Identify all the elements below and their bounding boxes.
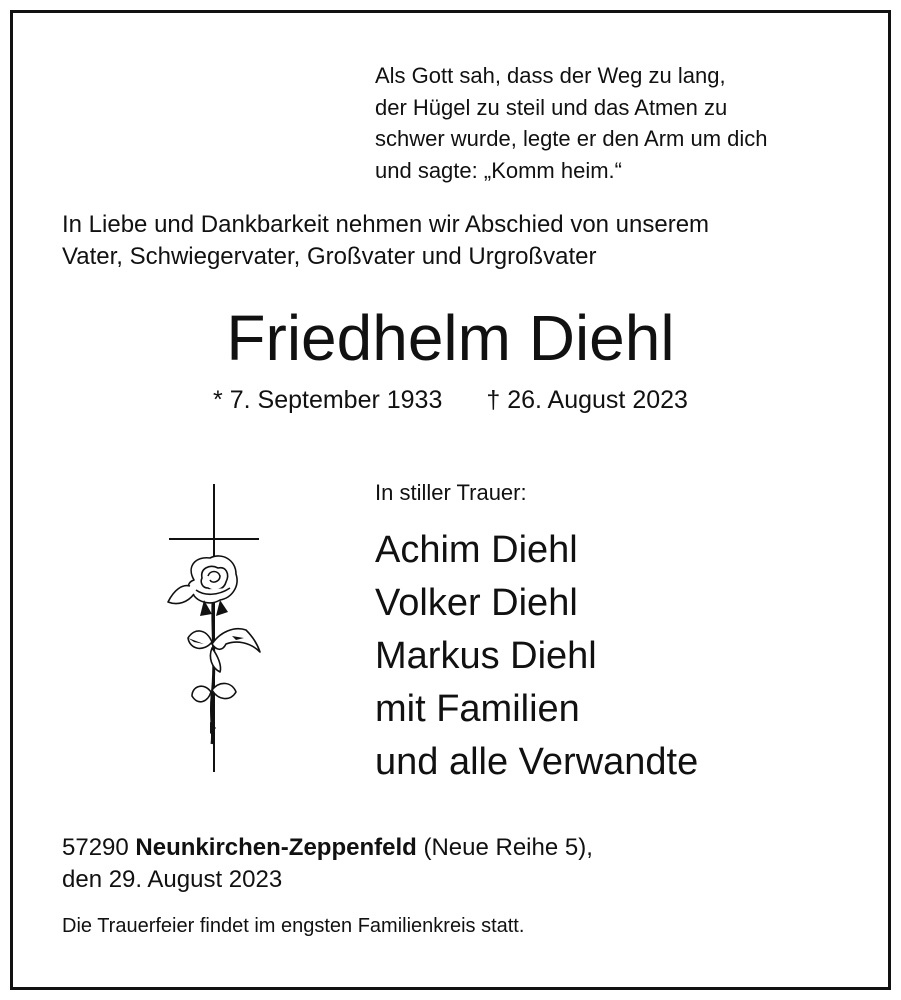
cross-with-rose-icon bbox=[160, 482, 270, 774]
mourner-name: Achim Diehl bbox=[375, 529, 578, 571]
town-name: Neunkirchen-Zeppenfeld bbox=[135, 834, 417, 861]
notice-date: den 29. August 2023 bbox=[62, 866, 283, 893]
life-dates bbox=[0, 384, 901, 416]
poem-line: schwer wurde, legte er den Arm um dich bbox=[375, 126, 768, 151]
address-block bbox=[62, 832, 593, 896]
address-line bbox=[62, 832, 593, 864]
mourner-name: Markus Diehl bbox=[375, 635, 597, 677]
poem-verse bbox=[375, 60, 855, 186]
poem-line: der Hügel zu steil und das Atmen zu bbox=[375, 94, 728, 120]
mourner-name: und alle Verwandte bbox=[375, 741, 699, 783]
street-address: (Neue Reihe 5), bbox=[423, 834, 593, 861]
farewell-intro bbox=[62, 209, 862, 273]
mourner-name: mit Familien bbox=[375, 688, 580, 730]
mourner-name: Volker Diehl bbox=[375, 582, 578, 624]
ceremony-note: Die Trauerfeier findet im engsten Familienkreis statt. bbox=[62, 915, 525, 937]
mourning-label: In stiller Trauer: bbox=[375, 480, 527, 505]
mourners-list bbox=[375, 524, 698, 789]
poem-line: Als Gott sah, dass der Weg zu lang, bbox=[375, 63, 726, 88]
intro-line: In Liebe und Dankbarkeit nehmen wir Abschied von unserem bbox=[62, 211, 710, 238]
intro-line: Vater, Schwiegervater, Großvater und Urgroßvater bbox=[62, 243, 597, 270]
deceased-name: Friedhelm Diehl bbox=[226, 302, 675, 374]
postal-code: 57290 bbox=[62, 834, 129, 861]
poem-line: und sagte: „Komm heim.“ bbox=[375, 157, 622, 183]
death-date: † 26. August 2023 bbox=[486, 386, 688, 414]
birth-date: * 7. September 1933 bbox=[213, 386, 443, 414]
